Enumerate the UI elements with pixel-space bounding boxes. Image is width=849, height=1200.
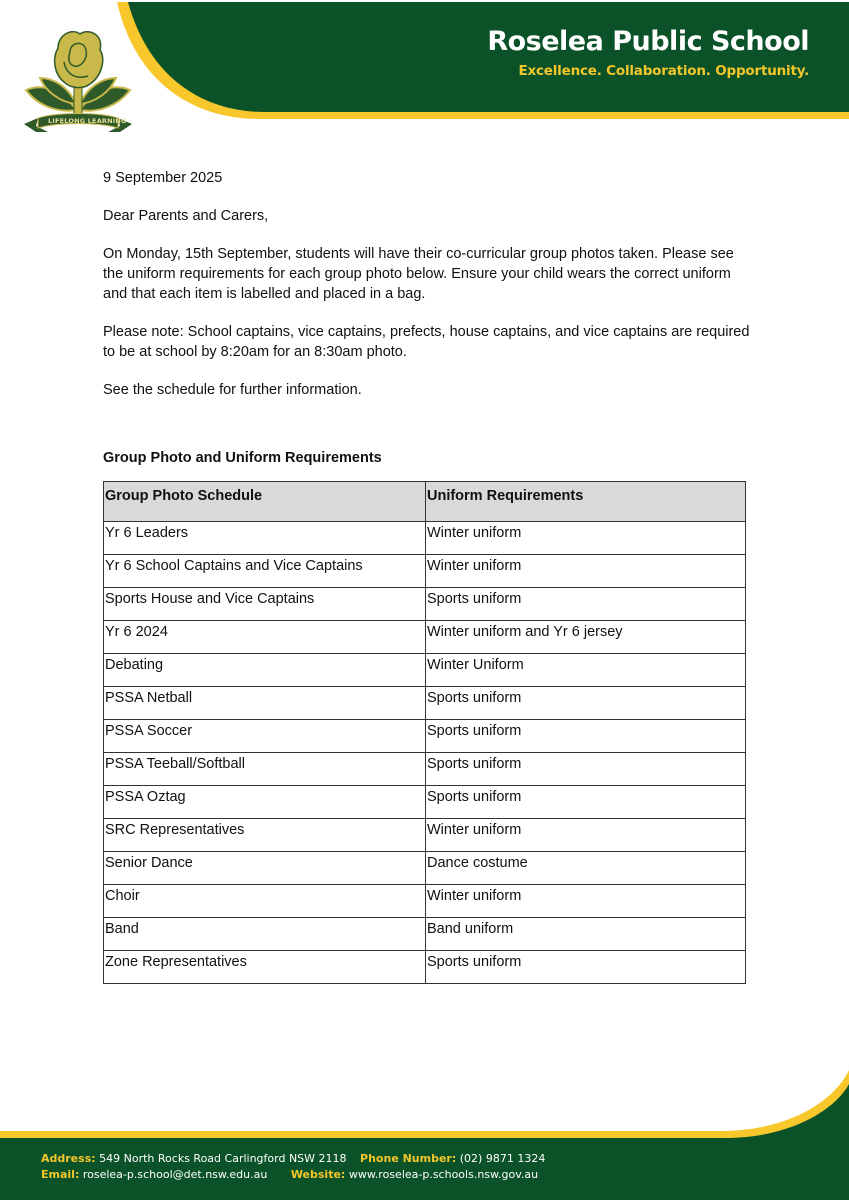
table-row — [104, 654, 746, 687]
table-row — [104, 687, 746, 720]
uniform-cell: Dance costume — [426, 852, 746, 885]
footer-contact-line-1 — [41, 1152, 545, 1165]
table-row — [104, 951, 746, 984]
group-cell: PSSA Netball — [104, 687, 426, 720]
website-label: Website: — [290, 1168, 346, 1181]
section-title: Group Photo and Uniform Requirements — [103, 450, 382, 466]
school-name: Roselea Public School — [487, 26, 809, 57]
website-value[interactable]: www.roselea-p.schools.nsw.gov.au — [348, 1168, 539, 1181]
letter-body — [103, 168, 753, 418]
uniform-cell: Sports uniform — [426, 720, 746, 753]
uniform-cell: Band uniform — [426, 918, 746, 951]
uniform-cell: Sports uniform — [426, 951, 746, 984]
group-cell: Yr 6 2024 — [104, 621, 426, 654]
logo-banner-text: LIFELONG LEARNING — [48, 117, 127, 125]
table-row — [104, 852, 746, 885]
group-cell: PSSA Oztag — [104, 786, 426, 819]
email-value[interactable]: roselea-p.school@det.nsw.edu.au — [82, 1168, 268, 1181]
group-cell: SRC Representatives — [104, 819, 426, 852]
uniform-cell: Sports uniform — [426, 588, 746, 621]
group-cell: Sports House and Vice Captains — [104, 588, 426, 621]
table-row — [104, 720, 746, 753]
letterhead-header — [0, 0, 849, 140]
table-row — [104, 753, 746, 786]
group-cell: Band — [104, 918, 426, 951]
group-cell: Yr 6 Leaders — [104, 522, 426, 555]
table-row — [104, 522, 746, 555]
table-row — [104, 621, 746, 654]
phone-value: (02) 9871 1324 — [459, 1152, 546, 1165]
school-logo — [18, 28, 138, 136]
group-cell: PSSA Soccer — [104, 720, 426, 753]
group-cell: Choir — [104, 885, 426, 918]
uniform-cell: Sports uniform — [426, 786, 746, 819]
school-motto: Excellence. Collaboration. Opportunity. — [518, 63, 809, 79]
column-header-uniform: Uniform Requirements — [426, 482, 746, 522]
column-header-group: Group Photo Schedule — [104, 482, 426, 522]
table-row — [104, 555, 746, 588]
uniform-cell: Winter Uniform — [426, 654, 746, 687]
uniform-cell: Winter uniform — [426, 555, 746, 588]
letter-paragraph-note: Please note: School captains, vice captains, prefects, house captains, and vice captains are required to be at school by 8:20am for an 8:30am photo. — [103, 324, 750, 360]
group-cell: Yr 6 School Captains and Vice Captains — [104, 555, 426, 588]
letter-salutation: Dear Parents and Carers, — [103, 208, 269, 224]
uniform-cell: Winter uniform — [426, 522, 746, 555]
uniform-cell: Winter uniform — [426, 885, 746, 918]
letterhead-footer — [0, 1060, 849, 1200]
table-row — [104, 918, 746, 951]
letter-paragraph-intro: On Monday, 15th September, students will have their co-curricular group photos taken. Please see the uniform requirements for each group photo below. Ensure your child wears the correct uniform and that each item is labelled and placed in a bag. — [103, 246, 734, 302]
phone-label: Phone Number: — [360, 1152, 457, 1165]
table-row — [104, 819, 746, 852]
table-header-row — [104, 482, 746, 522]
group-cell: Debating — [104, 654, 426, 687]
group-cell: PSSA Teeball/Softball — [104, 753, 426, 786]
table-row — [104, 588, 746, 621]
group-cell: Senior Dance — [104, 852, 426, 885]
letter-date: 9 September 2025 — [103, 170, 223, 186]
email-label: Email: — [41, 1168, 80, 1181]
address-value: 549 North Rocks Road Carlingford NSW 2118 — [99, 1152, 347, 1165]
table-row — [104, 885, 746, 918]
group-cell: Zone Representatives — [104, 951, 426, 984]
table-row — [104, 786, 746, 819]
uniform-cell: Sports uniform — [426, 753, 746, 786]
letter-paragraph-schedule: See the schedule for further information. — [103, 382, 362, 398]
uniform-schedule-table — [103, 481, 746, 984]
footer-contact-line-2 — [41, 1168, 538, 1181]
uniform-cell: Winter uniform — [426, 819, 746, 852]
uniform-cell: Sports uniform — [426, 687, 746, 720]
address-label: Address: — [41, 1152, 96, 1165]
uniform-cell: Winter uniform and Yr 6 jersey — [426, 621, 746, 654]
